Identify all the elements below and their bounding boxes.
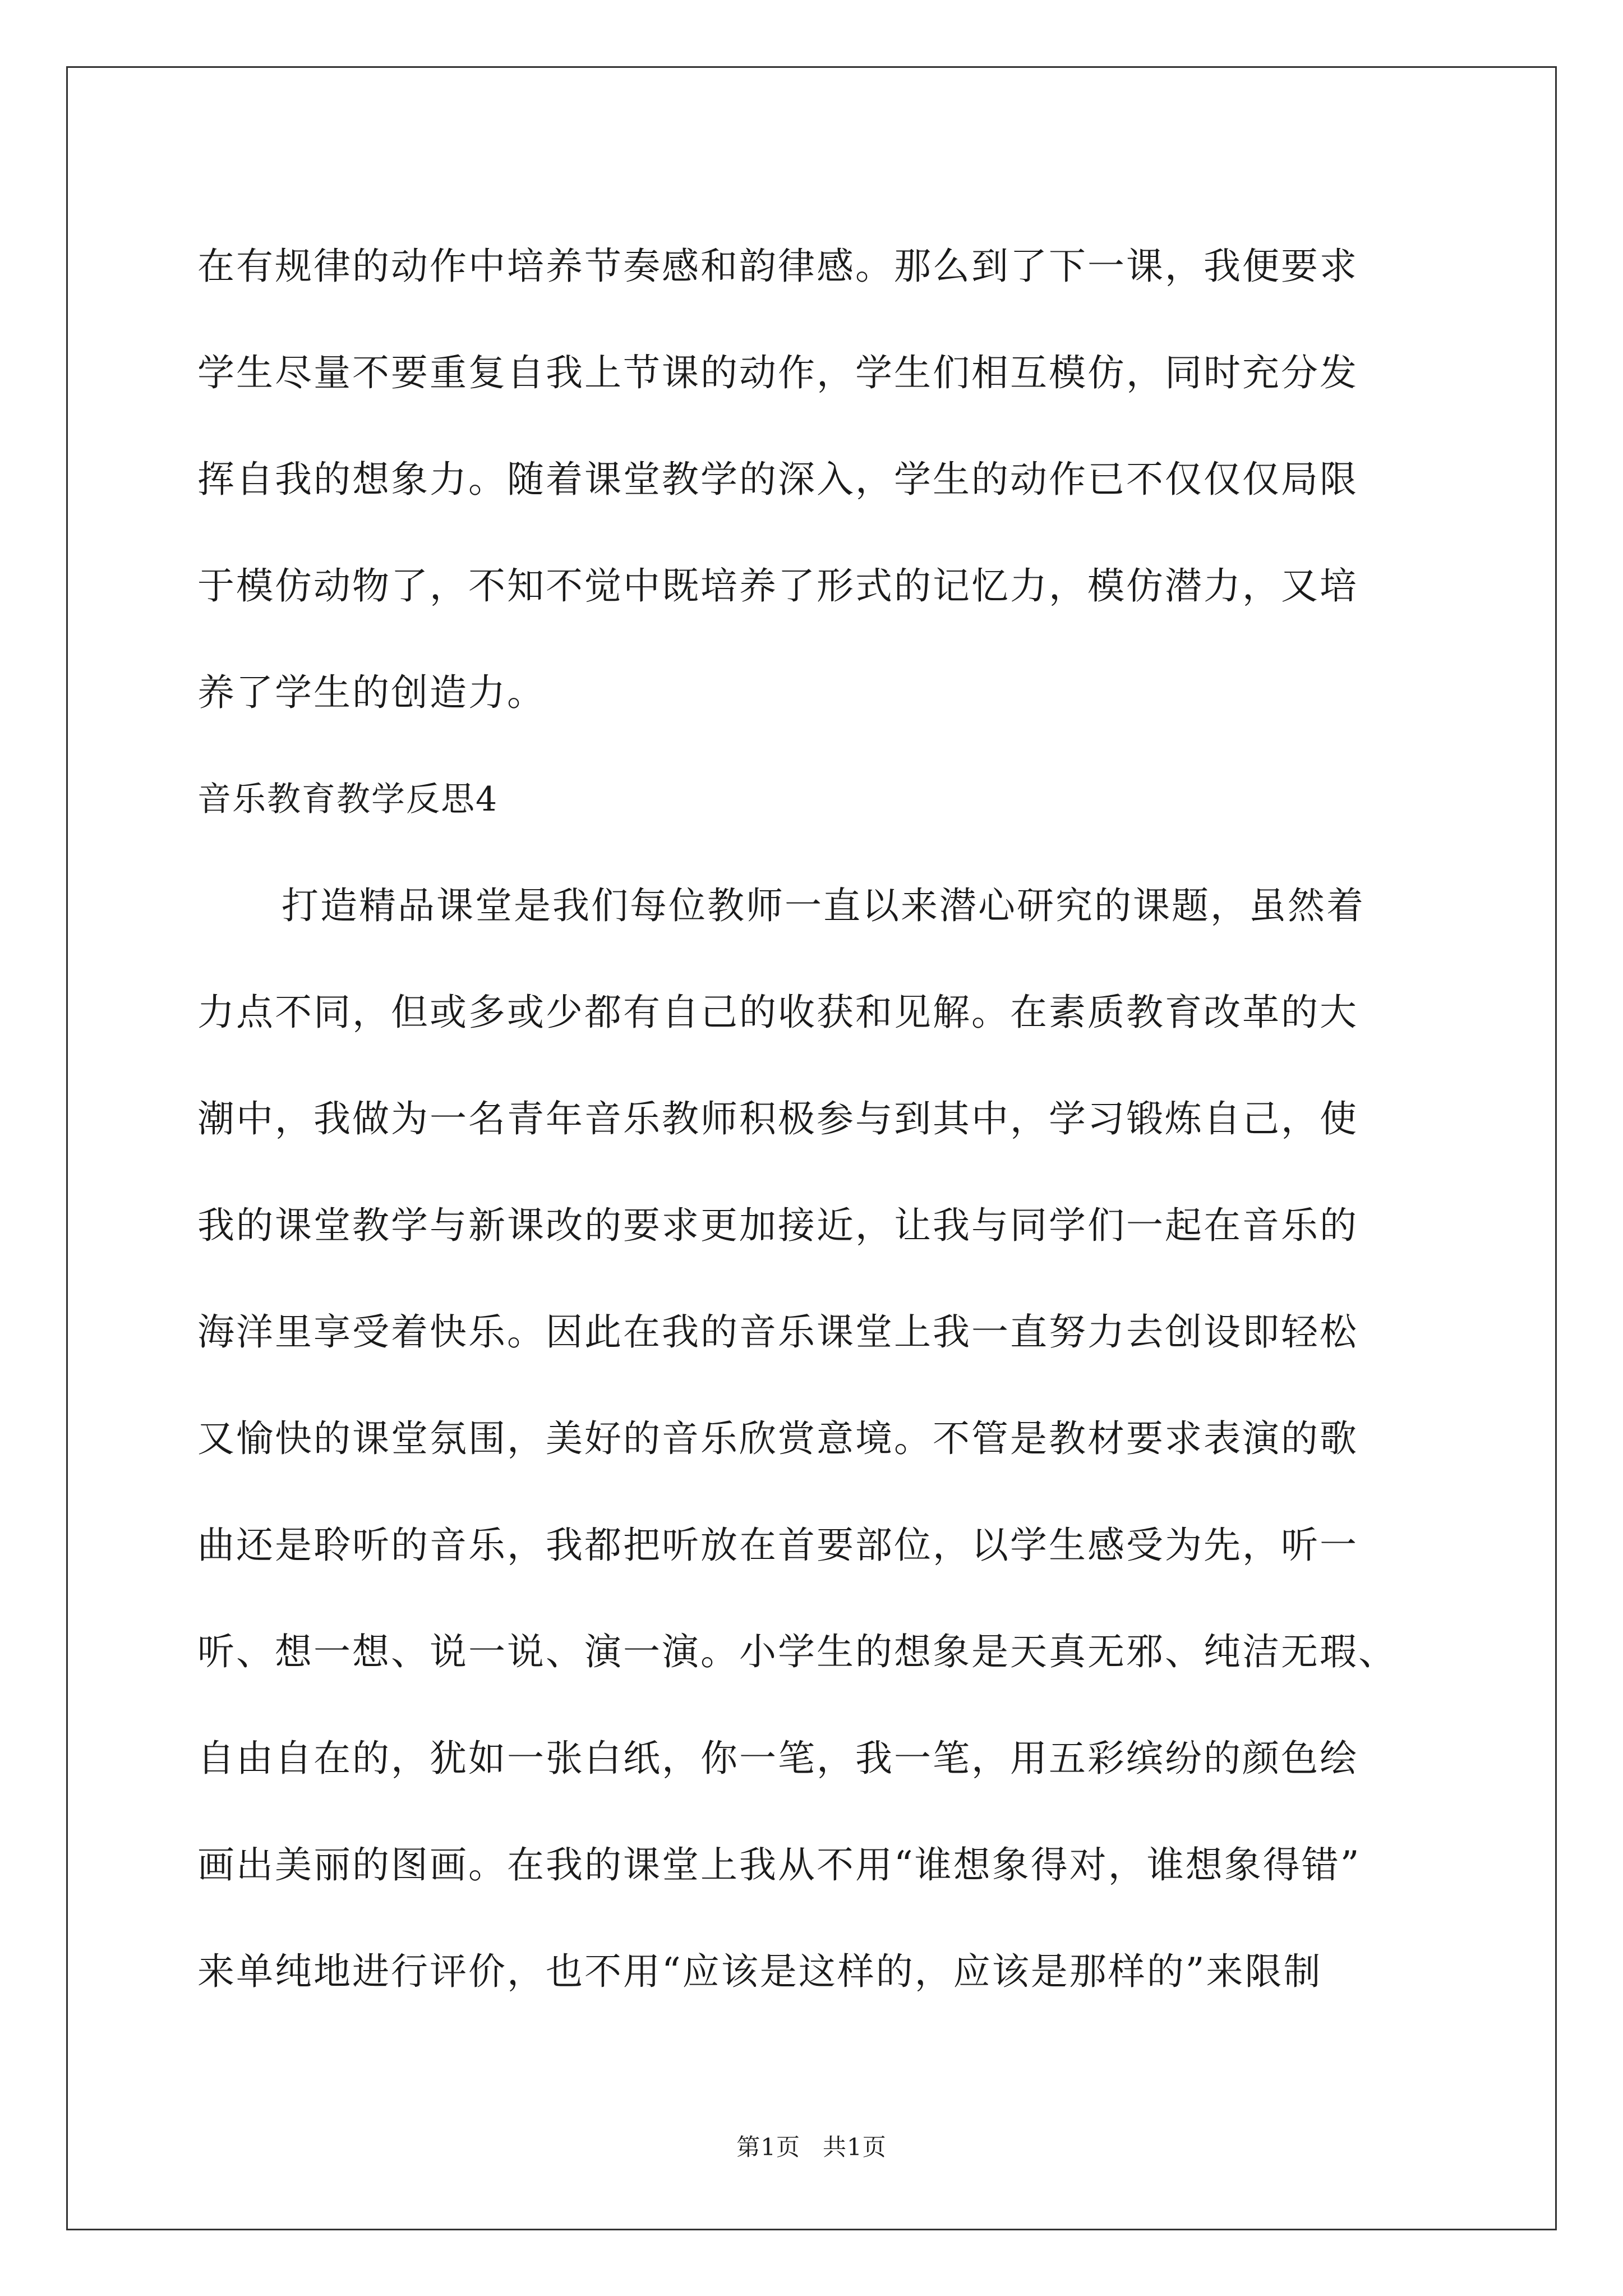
paragraph-line: 学生尽量不要重复自我上节课的动作，学生们相互模仿，同时充分发 xyxy=(197,351,1358,394)
paragraph-line: 在有规律的动作中培养节奏感和韵律感。那么到了下一课，我便要求 xyxy=(197,245,1358,288)
paragraph-line: 曲还是聆听的音乐，我都把听放在首要部位，以学生感受为先，听一 xyxy=(197,1524,1358,1567)
paragraph-line: 潮中，我做为一名青年音乐教师积极参与到其中，学习锻炼自己，使 xyxy=(197,1097,1358,1140)
paragraph-line: 又愉快的课堂氛围，美好的音乐欣赏意境。不管是教材要求表演的歌 xyxy=(197,1417,1358,1460)
page-total: 共1页 xyxy=(823,2133,887,2161)
paragraph-line: 画出美丽的图画。在我的课堂上我从不用“谁想象得对，谁想象得错” xyxy=(197,1843,1361,1887)
paragraph-line: 力点不同，但或多或少都有自己的收获和见解。在素质教育改革的大 xyxy=(197,991,1358,1034)
section-heading: 音乐教育教学反思4 xyxy=(197,780,499,819)
document-body xyxy=(197,213,1431,2025)
paragraph-line: 于模仿动物了，不知不觉中既培养了形式的记忆力，模仿潜力，又培 xyxy=(197,564,1358,608)
paragraph-line: 养了学生的创造力。 xyxy=(197,671,546,714)
page-number: 第1页 xyxy=(736,2133,800,2161)
paragraph-line: 我的课堂教学与新课改的要求更加接近，让我与同学们一起在音乐的 xyxy=(197,1204,1358,1247)
paragraph-line: 海洋里享受着快乐。因此在我的音乐课堂上我一直努力去创设即轻松 xyxy=(197,1310,1358,1354)
paragraph-line: 挥自我的想象力。随着课堂教学的深入，学生的动作已不仅仅仅局限 xyxy=(197,458,1358,501)
paragraph-line: 打造精品课堂是我们每位教师一直以来潜心研究的课题，虽然着 xyxy=(282,884,1365,927)
paragraph-line: 听、想一想、说一说、演一演。小学生的想象是天真无邪、纯洁无瑕、 xyxy=(197,1630,1397,1673)
paragraph-line: 来单纯地进行评价，也不用“应该是这样的，应该是那样的”来限制 xyxy=(197,1950,1322,1993)
page-footer xyxy=(0,2129,1623,2162)
paragraph-line: 自由自在的，犹如一张白纸，你一笔，我一笔，用五彩缤纷的颜色绘 xyxy=(197,1737,1358,1780)
